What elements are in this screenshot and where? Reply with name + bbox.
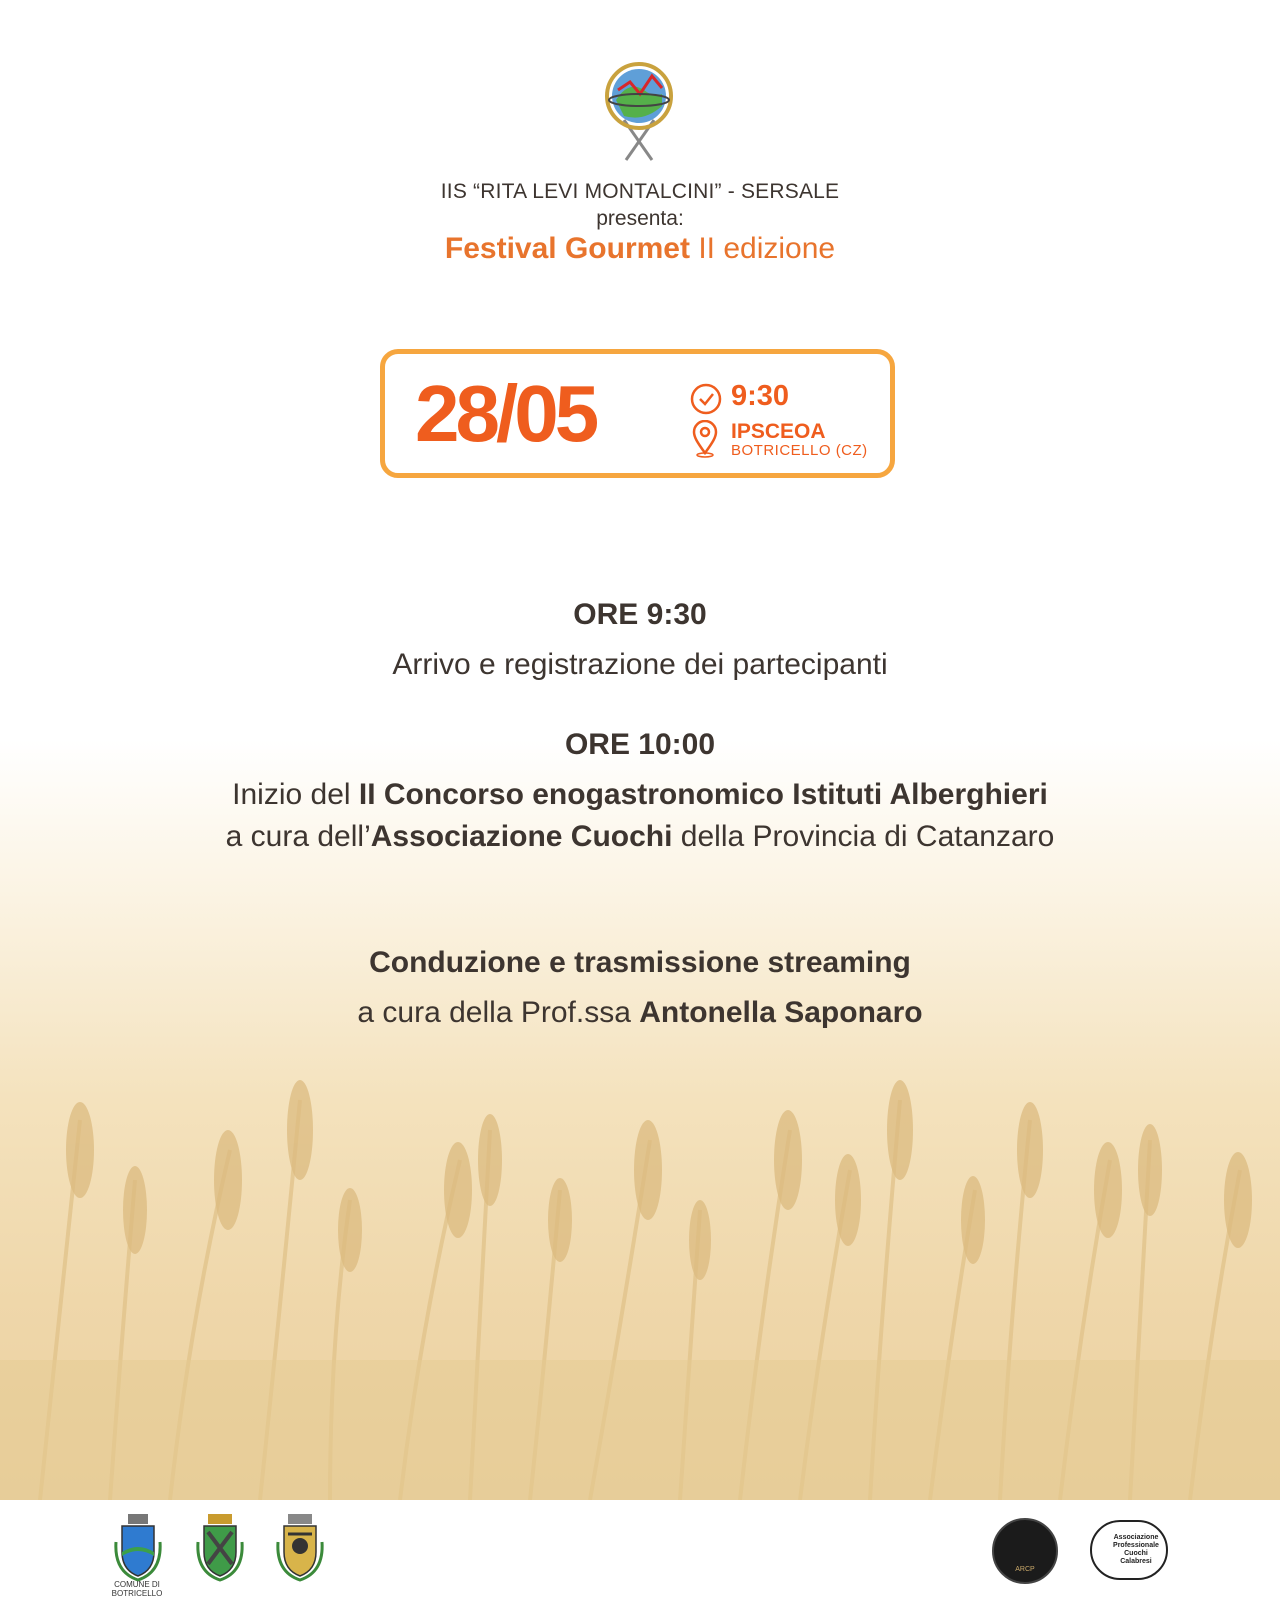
slot2-time: ORE 10:00 xyxy=(564,728,716,761)
event-city: BOTRICELLO (CZ) xyxy=(731,442,868,459)
comune-caption: COMUNE DI BOTRICELLO xyxy=(111,1580,163,1598)
organizer-name: IIS “RITA LEVI MONTALCINI” - SERSALE xyxy=(440,180,840,203)
apcc-logo-text: Associazione Professionale Cuochi Calabresi xyxy=(1113,1534,1159,1565)
host-name: Antonella Saponaro xyxy=(639,996,923,1029)
presents-label: presenta: xyxy=(596,207,684,230)
arcp-logo-text: ARCP xyxy=(1015,1566,1035,1573)
arcp-logo xyxy=(992,1518,1058,1584)
wheat-field-background xyxy=(0,1060,1280,1500)
slot2-line2-suffix: della Provincia di Catanzaro xyxy=(672,820,1055,853)
association-name: Associazione Cuochi xyxy=(370,820,673,853)
event-time: 9:30 xyxy=(731,380,790,412)
slot2-line2-prefix: a cura dell’ xyxy=(225,820,371,853)
slot2-line1 xyxy=(0,778,1280,812)
footer-logos-bar xyxy=(0,1500,1280,1600)
event-info-box xyxy=(380,349,895,478)
festival-name: Festival Gourmet xyxy=(444,232,690,265)
slot2-line1-prefix: Inizio del xyxy=(232,778,359,811)
festival-title xyxy=(0,232,1280,266)
apcc-logo xyxy=(1090,1520,1168,1580)
school-logo xyxy=(594,60,684,164)
festival-edition: II edizione xyxy=(689,232,836,265)
town-crest-2-icon xyxy=(194,1512,246,1584)
event-venue: IPSCEOA xyxy=(731,420,826,443)
slot2-line2 xyxy=(0,820,1280,854)
botricello-crest-icon xyxy=(112,1512,164,1584)
event-date: 28/05 xyxy=(415,369,596,458)
host-line xyxy=(0,996,1280,1030)
host-prefix: a cura della Prof.ssa xyxy=(357,996,640,1029)
contest-name: II Concorso enogastronomico Istituti Alberghieri xyxy=(358,778,1048,811)
host-title: Conduzione e trasmissione streaming xyxy=(369,946,911,979)
slot1-description: Arrivo e registrazione dei partecipanti xyxy=(392,648,888,681)
location-pin-icon xyxy=(691,420,719,458)
town-crest-3-icon xyxy=(274,1512,326,1584)
slot1-time: ORE 9:30 xyxy=(573,598,707,631)
clock-icon xyxy=(689,382,723,416)
